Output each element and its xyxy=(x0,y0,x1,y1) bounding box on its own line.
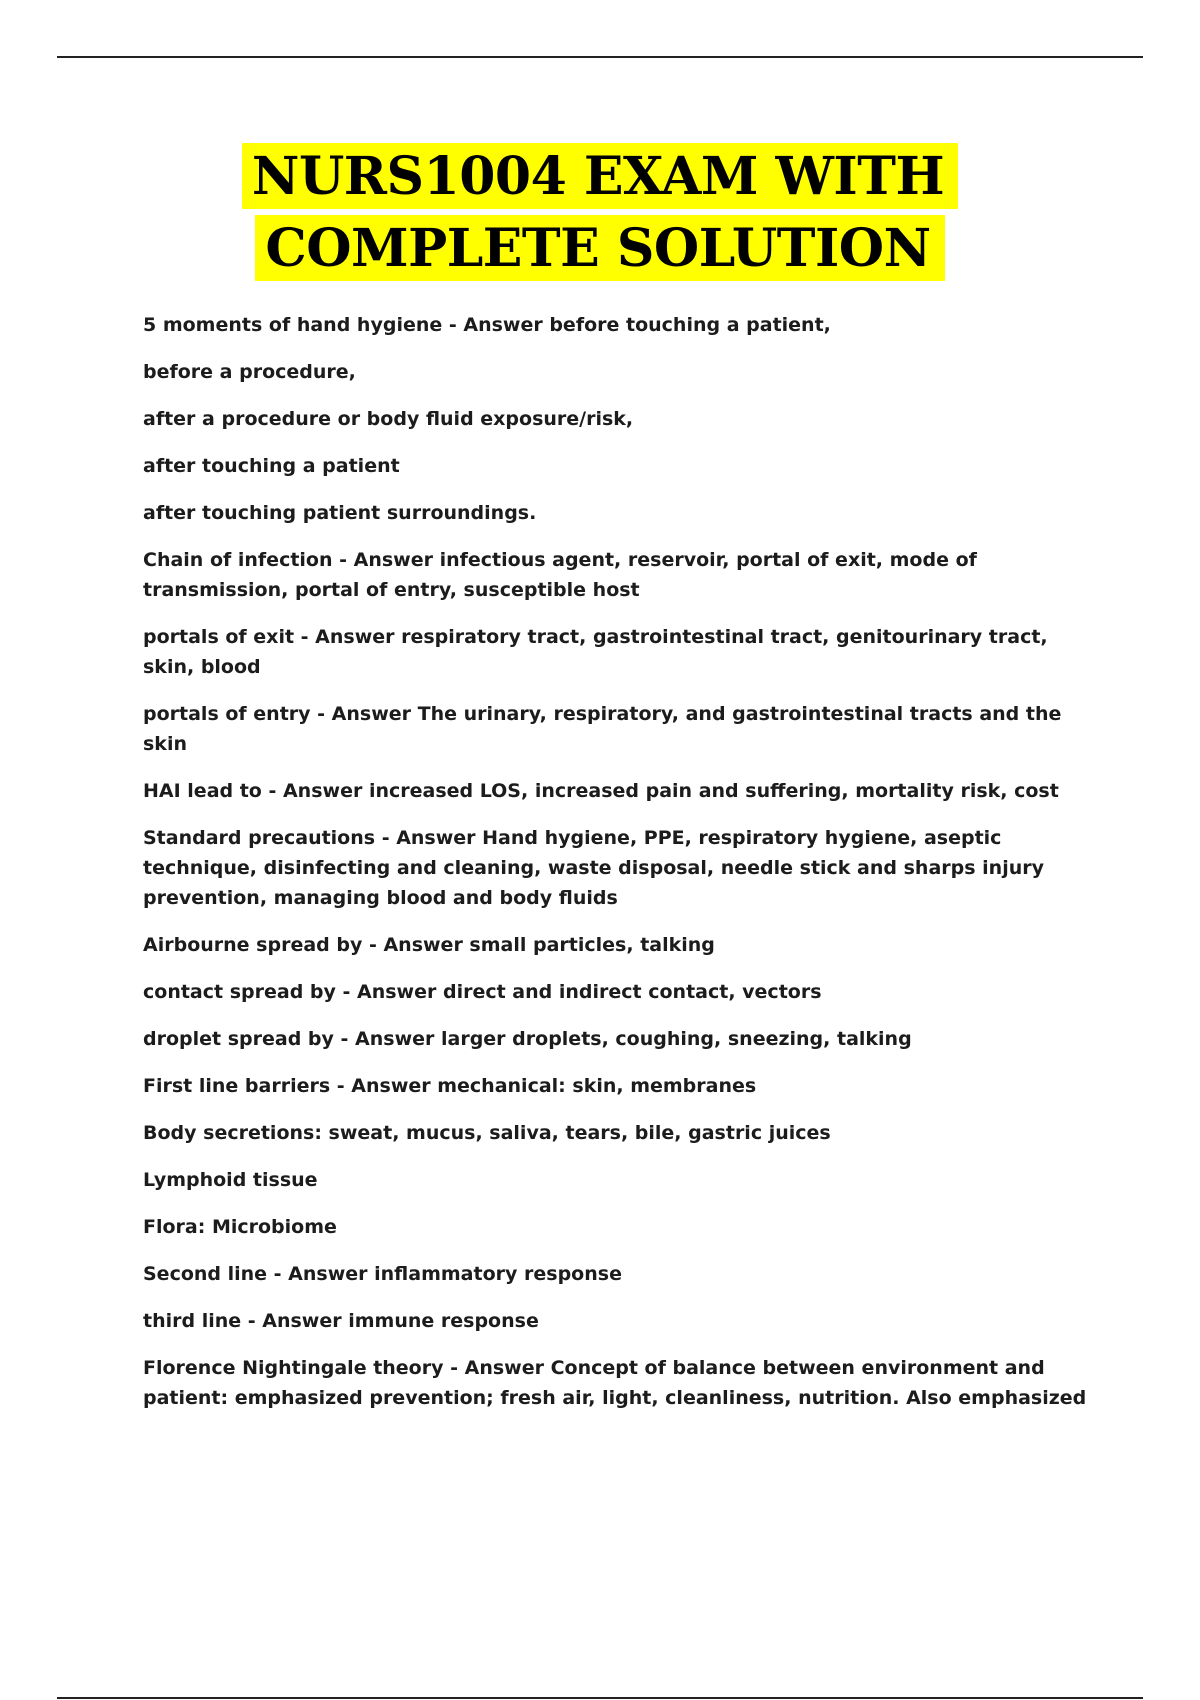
entry-second-line: Second line - Answer inflammatory response xyxy=(143,1263,622,1285)
entry-contact-spread: contact spread by - Answer direct and indirect contact, vectors xyxy=(143,981,822,1003)
entry-portals-of-exit: portals of exit - Answer respiratory tract, gastrointestinal tract, genitourinary tract, skin, blood xyxy=(143,626,1048,678)
title-line-2: COMPLETE SOLUTION xyxy=(255,215,944,281)
entry-after-procedure: after a procedure or body fluid exposure/risk, xyxy=(143,408,634,430)
document-title xyxy=(0,143,1200,281)
title-line-1: NURS1004 EXAM WITH xyxy=(242,143,958,209)
entry-flora: Flora: Microbiome xyxy=(143,1216,337,1238)
entry-after-touching-surroundings: after touching patient surroundings. xyxy=(143,502,537,524)
entry-chain-of-infection: Chain of infection - Answer infectious agent, reservoir, portal of exit, mode of transmission, portal of entry, susceptible host xyxy=(143,549,977,601)
entry-portals-of-entry: portals of entry - Answer The urinary, respiratory, and gastrointestinal tracts and the skin xyxy=(143,703,1062,755)
entry-hand-hygiene: 5 moments of hand hygiene - Answer before touching a patient, xyxy=(143,314,831,336)
entry-standard-precautions: Standard precautions - Answer Hand hygiene, PPE, respiratory hygiene, aseptic technique, disinfecting and cleaning, waste disposal, needle stick and sharps injury prevention, managing blood and body fluids xyxy=(143,827,1044,909)
bottom-rule xyxy=(57,1697,1143,1699)
entry-first-line-barriers: First line barriers - Answer mechanical: skin, membranes xyxy=(143,1075,757,1097)
document-body xyxy=(143,310,1093,1430)
entry-droplet-spread: droplet spread by - Answer larger droplets, coughing, sneezing, talking xyxy=(143,1028,912,1050)
entry-body-secretions: Body secretions: sweat, mucus, saliva, tears, bile, gastric juices xyxy=(143,1122,831,1144)
entry-lymphoid-tissue: Lymphoid tissue xyxy=(143,1169,318,1191)
top-rule xyxy=(57,56,1143,58)
entry-airbourne-spread: Airbourne spread by - Answer small particles, talking xyxy=(143,934,715,956)
entry-after-touching-patient: after touching a patient xyxy=(143,455,400,477)
entry-hai-lead-to: HAI lead to - Answer increased LOS, increased pain and suffering, mortality risk, cost xyxy=(143,780,1059,802)
entry-florence-nightingale: Florence Nightingale theory - Answer Concept of balance between environment and patient: emphasized prevention; fresh air, light, cleanliness, nutrition. Also emphasized xyxy=(143,1357,1087,1409)
entry-before-procedure: before a procedure, xyxy=(143,361,356,383)
entry-third-line: third line - Answer immune response xyxy=(143,1310,539,1332)
